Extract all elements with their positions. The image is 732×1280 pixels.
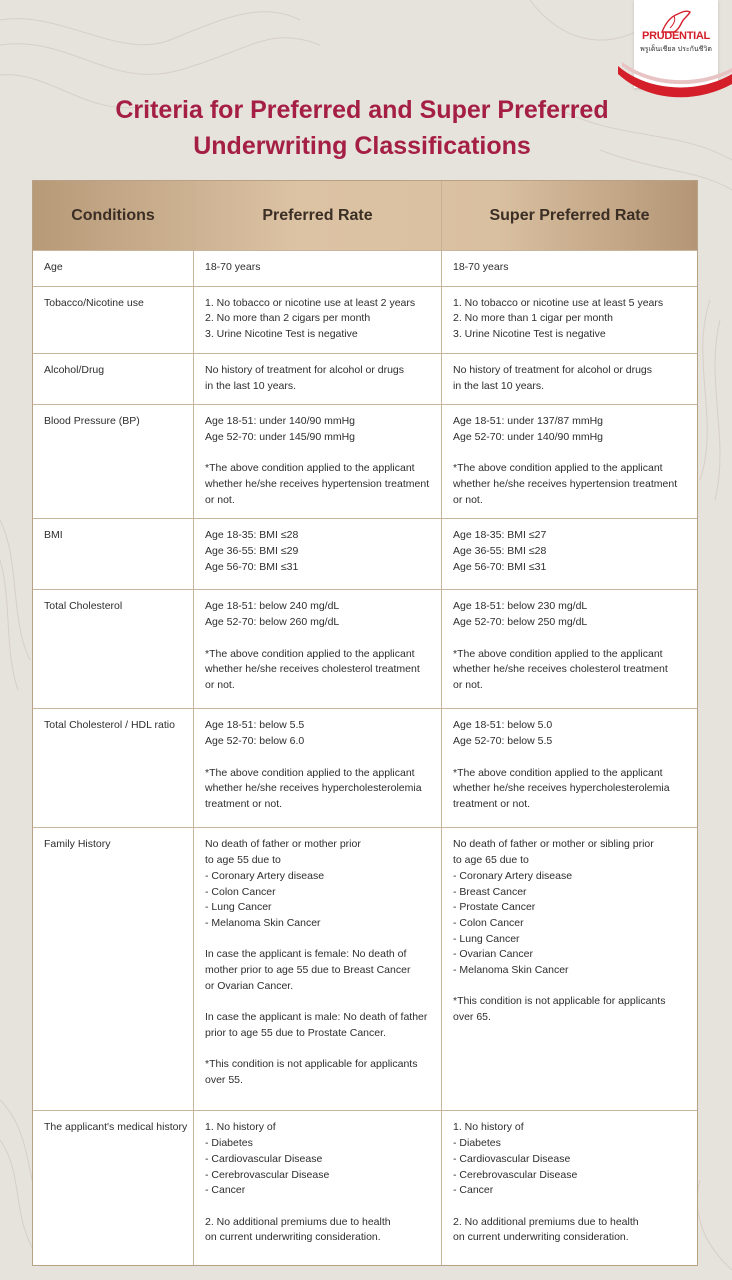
criteria-line: Age 18-51: below 5.5 (205, 719, 305, 732)
criteria-line: whether he/she receives hypertension treatment (205, 478, 430, 491)
condition-label: Age (44, 261, 63, 273)
criteria-line (205, 994, 431, 1010)
criteria-line: *This condition is not applicable for applicants (205, 1058, 418, 1071)
criteria-line: - Cardiovascular Disease (205, 1152, 323, 1165)
table-row (33, 286, 697, 353)
super-preferred-rate-cell (442, 590, 697, 708)
table-body (33, 250, 697, 1265)
criteria-line: Age 18-35: BMI ≤27 (453, 529, 547, 542)
page-title-line-1: Criteria for Preferred and Super Preferred (115, 96, 609, 124)
super-preferred-rate-cell (442, 354, 697, 404)
criteria-line: Age 18-35: BMI ≤28 (205, 529, 299, 542)
table-row (33, 1110, 697, 1265)
criteria-line (453, 1199, 687, 1215)
criteria-line: *The above condition applied to the applicant (205, 462, 415, 475)
criteria-line: Age 56-70: BMI ≤31 (453, 560, 547, 573)
table-row (33, 404, 697, 518)
condition-label: BMI (44, 529, 63, 542)
condition-cell (33, 828, 194, 1110)
criteria-line: on current underwriting consideration. (205, 1231, 381, 1244)
super-preferred-rate-cell (442, 709, 697, 827)
criteria-line (453, 446, 687, 462)
criteria-line: - Diabetes (453, 1137, 501, 1150)
super-preferred-rate-cell (442, 1111, 697, 1265)
preferred-rate-cell (194, 405, 442, 518)
criteria-line: In case the applicant is female: No death of (205, 948, 407, 961)
criteria-line: - Lung Cancer (453, 932, 520, 945)
criteria-line: Age 52-70: below 5.5 (453, 735, 553, 748)
criteria-line: *The above condition applied to the applicant (453, 462, 663, 475)
preferred-rate-cell (194, 354, 442, 404)
table-row (33, 589, 697, 708)
criteria-line (205, 932, 431, 948)
criteria-line: - Diabetes (205, 1137, 253, 1150)
criteria-line: No history of treatment for alcohol or drugs (205, 363, 405, 376)
criteria-line: Age 18-51: under 140/90 mmHg (205, 415, 356, 428)
criteria-line: whether he/she receives cholesterol treatment (205, 663, 420, 676)
criteria-line: or not. (453, 678, 483, 691)
criteria-line (205, 631, 431, 647)
criteria-line: - Colon Cancer (205, 885, 276, 898)
condition-cell (33, 519, 194, 589)
criteria-line: 1. No tobacco or nicotine use at least 2 years (205, 296, 416, 309)
preferred-rate-cell (194, 709, 442, 827)
criteria-line: 1. No tobacco or nicotine use at least 5 years (453, 296, 664, 309)
header-super-preferred-rate: Super Preferred Rate (489, 206, 650, 224)
criteria-line (205, 1042, 431, 1058)
super-preferred-rate-cell (442, 405, 697, 518)
criteria-line: - Melanoma Skin Cancer (205, 916, 321, 929)
criteria-line (453, 631, 687, 647)
super-preferred-rate-cell (442, 287, 697, 353)
criteria-line: No death of father or mother or sibling prior (453, 838, 654, 851)
condition-label: Alcohol/Drug (44, 363, 105, 376)
criteria-line: - Melanoma Skin Cancer (453, 964, 569, 977)
criteria-line: - Ovarian Cancer (453, 948, 533, 961)
condition-label: The applicant's medical history (44, 1121, 188, 1134)
condition-label: Total Cholesterol (44, 600, 123, 613)
page-title-line-2: Underwriting Classifications (193, 132, 531, 160)
criteria-line: - Cerebrovascular Disease (453, 1168, 578, 1181)
condition-cell (33, 709, 194, 827)
criteria-line: Age 52-70: under 145/90 mmHg (205, 430, 356, 443)
criteria-line (205, 446, 431, 462)
criteria-line: Age 52-70: under 140/90 mmHg (453, 430, 604, 443)
criteria-line: in the last 10 years. (205, 379, 297, 392)
criteria-line: - Breast Cancer (453, 885, 527, 898)
logo-subtitle: พรูเด็นเชียล ประกันชีวิต (640, 46, 712, 53)
table-row (33, 708, 697, 827)
criteria-line: Age 52-70: below 6.0 (205, 735, 305, 748)
criteria-line (453, 979, 687, 995)
condition-cell (33, 1111, 194, 1265)
criteria-line: - Cancer (453, 1184, 494, 1197)
criteria-line (205, 750, 431, 766)
preferred-rate-cell (194, 1111, 442, 1265)
super-preferred-rate-cell (442, 251, 697, 286)
criteria-line: or not. (205, 493, 235, 506)
criteria-line: 2. No more than 2 cigars per month (205, 312, 371, 325)
criteria-line: - Prostate Cancer (453, 901, 536, 914)
criteria-line: whether he/she receives hypertension treatment (453, 478, 678, 491)
preferred-rate-cell (194, 287, 442, 353)
criteria-line: *The above condition applied to the applicant (205, 647, 415, 660)
super-preferred-rate-cell (442, 519, 697, 589)
table-row (33, 827, 697, 1110)
criteria-line: Age 52-70: below 260 mg/dL (205, 616, 340, 629)
criteria-line: Age 36-55: BMI ≤28 (453, 545, 547, 558)
criteria-line: 2. No more than 1 cigar per month (453, 312, 613, 325)
criteria-line: In case the applicant is male: No death of father (205, 1011, 428, 1024)
criteria-line: 18-70 years (205, 261, 261, 273)
criteria-line: 1. No history of (453, 1121, 524, 1134)
condition-cell (33, 287, 194, 353)
criteria-line: over 55. (205, 1073, 243, 1086)
criteria-line: Age 52-70: below 250 mg/dL (453, 616, 588, 629)
header-conditions: Conditions (33, 181, 194, 250)
criteria-line: prior to age 55 due to Prostate Cancer. (205, 1026, 386, 1039)
criteria-line: 2. No additional premiums due to health (205, 1215, 391, 1228)
table-row (33, 250, 697, 286)
criteria-line: or not. (205, 678, 235, 691)
criteria-line: on current underwriting consideration. (453, 1231, 629, 1244)
condition-cell (33, 251, 194, 286)
criteria-line: - Coronary Artery disease (205, 869, 325, 882)
condition-label: Total Cholesterol / HDL ratio (44, 719, 175, 732)
condition-cell (33, 354, 194, 404)
criteria-line: *The above condition applied to the applicant (453, 766, 663, 779)
criteria-line: - Cerebrovascular Disease (205, 1168, 330, 1181)
criteria-line: Age 18-51: below 240 mg/dL (205, 600, 340, 613)
condition-label: Blood Pressure (BP) (44, 415, 140, 428)
criteria-line: or Ovarian Cancer. (205, 979, 294, 992)
criteria-line: 3. Urine Nicotine Test is negative (453, 328, 606, 341)
criteria-line: Age 36-55: BMI ≤29 (205, 545, 299, 558)
criteria-line: to age 65 due to (453, 854, 529, 867)
super-preferred-rate-cell (442, 828, 697, 1110)
criteria-line: 3. Urine Nicotine Test is negative (205, 328, 358, 341)
criteria-line: No history of treatment for alcohol or drugs (453, 363, 653, 376)
criteria-line: Age 18-51: under 137/87 mmHg (453, 415, 604, 428)
criteria-line: Age 18-51: below 230 mg/dL (453, 600, 588, 613)
condition-cell (33, 590, 194, 708)
preferred-rate-cell (194, 251, 442, 286)
criteria-line: whether he/she receives hypercholesterolemia (453, 782, 670, 795)
criteria-line: *The above condition applied to the applicant (205, 766, 415, 779)
criteria-line: *This condition is not applicable for applicants (453, 995, 666, 1008)
table-row (33, 353, 697, 404)
criteria-line: 18-70 years (453, 261, 509, 273)
criteria-line: to age 55 due to (205, 854, 281, 867)
preferred-rate-cell (194, 828, 442, 1110)
criteria-line: mother prior to age 55 due to Breast Cancer (205, 964, 411, 977)
preferred-rate-cell (194, 590, 442, 708)
criteria-line: No death of father or mother prior (205, 838, 361, 851)
header-preferred-rate: Preferred Rate (194, 181, 442, 250)
table-header (33, 181, 697, 250)
criteria-line: 2. No additional premiums due to health (453, 1215, 639, 1228)
condition-label: Tobacco/Nicotine use (44, 296, 144, 309)
criteria-table (32, 180, 698, 1266)
condition-label: Family History (44, 838, 111, 851)
criteria-line: Age 56-70: BMI ≤31 (205, 560, 299, 573)
criteria-line: in the last 10 years. (453, 379, 545, 392)
criteria-line: - Coronary Artery disease (453, 869, 573, 882)
condition-cell (33, 405, 194, 518)
preferred-rate-cell (194, 519, 442, 589)
criteria-line: - Lung Cancer (205, 901, 272, 914)
criteria-line: whether he/she receives cholesterol treatment (453, 663, 668, 676)
criteria-line: or not. (453, 493, 483, 506)
criteria-line: over 65. (453, 1011, 491, 1024)
criteria-line: Age 18-51: below 5.0 (453, 719, 553, 732)
criteria-line: *The above condition applied to the applicant (453, 647, 663, 660)
criteria-line: treatment or not. (205, 797, 283, 810)
criteria-line (205, 1199, 431, 1215)
logo-brand-name: PRUDENTIAL (642, 30, 710, 42)
criteria-line: - Cardiovascular Disease (453, 1152, 571, 1165)
criteria-line: - Colon Cancer (453, 916, 524, 929)
criteria-line (453, 750, 687, 766)
table-row (33, 518, 697, 589)
criteria-line: - Cancer (205, 1184, 246, 1197)
page-title (0, 92, 724, 164)
criteria-line: whether he/she receives hypercholesterolemia (205, 782, 422, 795)
criteria-line: 1. No history of (205, 1121, 276, 1134)
criteria-line: treatment or not. (453, 797, 531, 810)
